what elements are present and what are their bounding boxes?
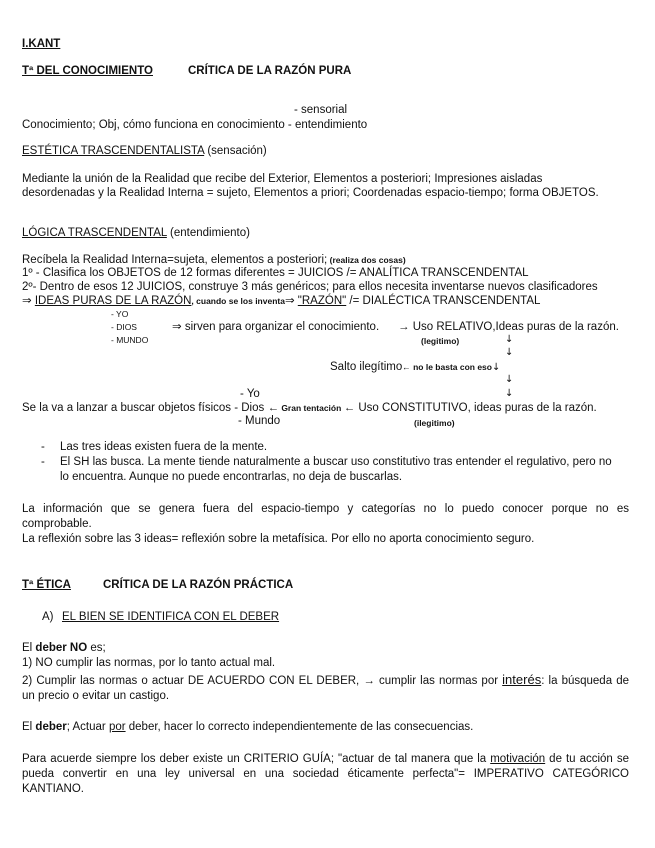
idea-dios: - DIOS xyxy=(111,322,137,332)
text-conocimiento: Conocimiento; Obj, cómo funciona en conocimiento - entendimiento xyxy=(22,119,368,131)
ideas-puras-text: IDEAS PURAS DE LA RAZÓN xyxy=(34,295,192,307)
idea-mundo: - MUNDO xyxy=(111,335,149,345)
info-line-1: La información que se genera fuera del espacio-tiempo y categorías no lo puedo conocer porque no es xyxy=(22,503,629,515)
text-se-la-va: Se la va a lanzar a buscar objetos físicos - Dios ← xyxy=(22,402,279,414)
criterio-line-1 xyxy=(22,752,629,766)
constitutivo-line xyxy=(22,401,597,415)
estetica-paren: (sensación) xyxy=(204,145,267,157)
razon-text: "RAZÓN" xyxy=(297,295,347,307)
cumplir-line-2: un precio o evitar un castigo. xyxy=(22,690,170,702)
logica-line-4 xyxy=(22,294,540,308)
down-arrow-icon: ↓ xyxy=(505,347,514,358)
bullet-item-1: Las tres ideas existen fuera de la mente. xyxy=(60,441,268,453)
text-sirven: ⇒ sirven para organizar el conocimiento. xyxy=(172,321,380,333)
logica-heading-line xyxy=(22,226,250,240)
estetica-line-2: desordenadas y la Realidad Interna = sujeto, Elementos a priori; Coordenadas espacio-tiempo; forma OBJETOS. xyxy=(22,187,599,199)
text-gran-tentacion: Gran tentación xyxy=(278,403,344,413)
down-arrow-icon: ↓ xyxy=(505,374,514,385)
deber-no-bold: deber NO xyxy=(35,642,88,654)
deber-por-post: deber, hacer lo correcto independientemente de las consecuencias. xyxy=(125,721,474,733)
idea-yo-2: - Yo xyxy=(240,388,260,400)
no-cumplir-line: 1) NO cumplir las normas, por lo tanto actual mal. xyxy=(22,657,276,669)
logica-line-1-small: (realiza dos cosas) xyxy=(327,255,406,265)
deber-no-line xyxy=(22,641,106,655)
interes-text: interés xyxy=(502,672,542,687)
text-legitimo: (legitimo) xyxy=(421,336,460,346)
bullet-marker: - xyxy=(41,441,45,453)
section-title-pure-reason: CRÍTICA DE LA RAZÓN PURA xyxy=(188,65,352,77)
down-arrow-icon: ↓ xyxy=(505,388,514,399)
down-arrow-icon: ↓ xyxy=(491,362,501,373)
text-ilegitimo: (ilegitimo) xyxy=(414,418,455,428)
bullet-item-2-line-2: lo encuentra. Aunque no puede encontrarlas, no deja de buscarlas. xyxy=(60,471,403,483)
cumplir-text-b: : la búsqueda de xyxy=(541,675,630,687)
idea-yo: - YO xyxy=(111,309,129,319)
por-text: por xyxy=(108,721,126,733)
deber-por-mid: ; Actuar xyxy=(66,721,109,733)
logica-heading: LÓGICA TRASCENDENTAL xyxy=(22,227,167,239)
text-no-le-basta: ← no le basta con eso xyxy=(402,362,492,372)
text-uso-constitutivo: ← Uso CONSTITUTIVO, ideas puras de la razón. xyxy=(343,402,597,414)
text-uso-relativo: → Uso RELATIVO,Ideas puras de la razón. xyxy=(398,321,619,333)
down-arrow-icon: ↓ xyxy=(505,334,514,345)
text-sensorial: - sensorial xyxy=(294,104,348,116)
idea-mundo-2: - Mundo xyxy=(238,415,281,427)
double-arrow-icon: ⇒ xyxy=(284,295,298,307)
motivacion-text: motivación xyxy=(490,753,546,765)
logica-line-3: 2º- Dentro de esos 12 JUICIOS, construye 3 más genéricos; para ellos necesita inventarse nuevos clasificadores xyxy=(22,281,598,293)
deber-no-pre: El xyxy=(22,642,36,654)
estetica-heading-line xyxy=(22,144,267,158)
deber-no-post: es; xyxy=(87,642,106,654)
estetica-line-1: Mediante la unión de la Realidad que recibe del Exterior, Elementos a posteriori; Impresiones aisladas xyxy=(22,173,543,185)
text-salto: Salto ilegítimo xyxy=(330,361,403,373)
bullet-marker: - xyxy=(41,456,45,468)
criterio-line-3: KANTIANO. xyxy=(22,783,84,795)
logica-line-1-text: Recíbela la Realidad Interna=sujeta, elementos a posteriori; xyxy=(22,254,328,266)
dialectica-text: /= DIALÉCTICA TRANSCENDENTAL xyxy=(346,295,541,307)
salto-line xyxy=(330,360,500,375)
criterio-text-b: de tu acción se xyxy=(545,753,629,765)
logica-line-1 xyxy=(22,253,406,267)
estetica-heading: ESTÉTICA TRASCENDENTALISTA xyxy=(22,145,205,157)
cumplir-text-a: 2) Cumplir las normas o actuar DE ACUERDO CON EL DEBER, → cumplir las normas por xyxy=(22,675,503,687)
logica-paren: (entendimiento) xyxy=(166,227,250,239)
info-line-2: comprobable. xyxy=(22,518,92,530)
list-label-a: A) xyxy=(42,611,54,623)
section-title-practical-reason: CRÍTICA DE LA RAZÓN PRÁCTICA xyxy=(103,579,294,591)
reflexion-line: La reflexión sobre las 3 ideas= reflexión sobre la metafísica. Por ello no aporta conocimiento seguro. xyxy=(22,533,535,545)
cumplir-line-1 xyxy=(22,673,629,688)
double-arrow-icon: ⇒ xyxy=(22,295,35,307)
bien-deber-heading: EL BIEN SE IDENTIFICA CON EL DEBER xyxy=(62,611,280,623)
section-heading-knowledge: Tª DEL CONOCIMIENTO xyxy=(22,65,153,77)
deber-por-bold: deber xyxy=(35,721,67,733)
author-heading: I.KANT xyxy=(22,38,61,50)
criterio-text-a: Para acuerde siempre los deber existe un CRITERIO GUÍA; "actuar de tal manera que la xyxy=(22,753,491,765)
deber-por-line xyxy=(22,720,473,734)
criterio-line-2: pueda convertir en una ley universal en una sociedad éticamente perfecta"= IMPERATIVO CATEGÓRICO xyxy=(22,768,629,780)
logica-line-2: 1º - Clasifica los OBJETOS de 12 formas diferentes = JUICIOS /= ANALÍTICA TRANSCENDENTAL xyxy=(22,267,529,279)
logica-line-4-small: , cuando se los inventa xyxy=(191,296,285,306)
section-heading-ethics: Tª ÉTICA xyxy=(22,579,71,591)
bullet-item-2-line-1: El SH las busca. La mente tiende naturalmente a buscar uso constitutivo tras entender el regulativo, pero no xyxy=(60,456,612,468)
deber-por-pre: El xyxy=(22,721,36,733)
